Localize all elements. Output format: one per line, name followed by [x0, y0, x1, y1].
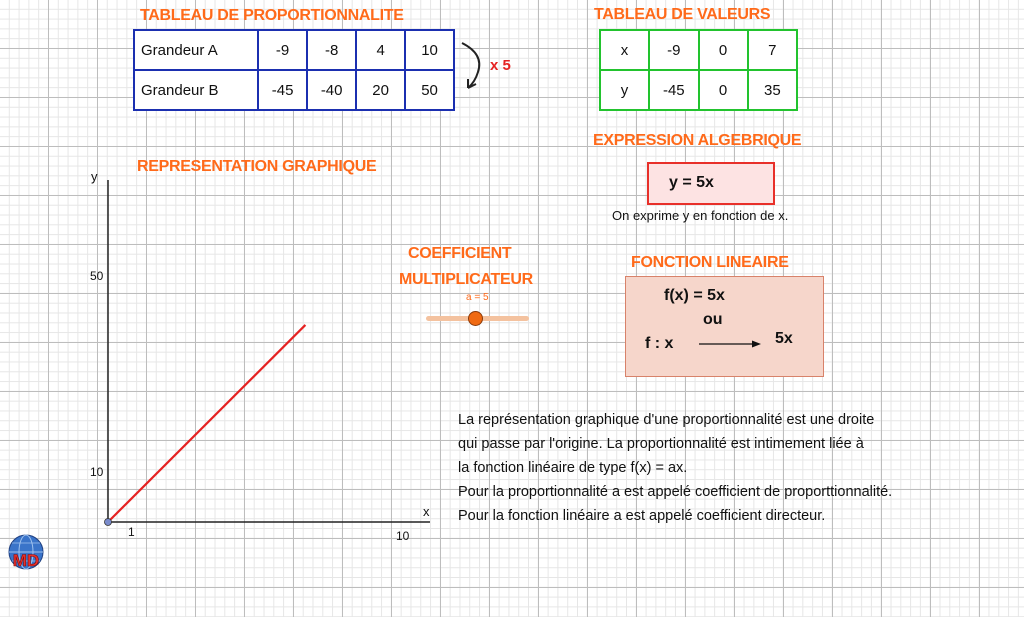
expression-box — [647, 162, 775, 205]
origin-point[interactable] — [105, 519, 112, 526]
y-tick-label: 50 — [90, 269, 104, 283]
y-axis-label: y — [91, 169, 98, 184]
title-tableau-valeurs: TABLEAU DE VALEURS — [594, 6, 771, 23]
title-coefficient: COEFFICIENT — [408, 245, 512, 262]
title-multiplicateur: MULTIPLICATEUR — [399, 271, 533, 288]
paragraph-line: qui passe par l'origine. La proportionnalité est intimement liée à — [458, 436, 864, 452]
fonction-5x: 5x — [775, 330, 793, 347]
x-tick-label: 1 — [128, 525, 135, 539]
table-cell: -45 — [258, 70, 307, 110]
row-label-x: x — [600, 30, 649, 70]
table-cell: -40 — [307, 70, 356, 110]
paragraph-line: Pour la fonction linéaire a est appelé coefficient directeur. — [458, 508, 826, 524]
table-cell: 10 — [405, 30, 454, 70]
graph-area — [0, 0, 460, 550]
table-cell: 50 — [405, 70, 454, 110]
paragraph-line: la fonction linéaire de type f(x) = ax. — [458, 460, 688, 476]
table-row — [600, 30, 797, 70]
function-line[interactable] — [108, 325, 305, 522]
values-table — [599, 29, 798, 111]
row-label-y: y — [600, 70, 649, 110]
fonction-expression: f(x) = 5x — [664, 287, 725, 304]
table-cell: -9 — [258, 30, 307, 70]
table-cell: 7 — [748, 30, 797, 70]
row-label-grandeur-b: Grandeur B — [134, 70, 258, 110]
coefficient-slider-handle[interactable] — [468, 311, 483, 326]
table-cell: 4 — [356, 30, 405, 70]
expression-caption: On exprime y en fonction de x. — [612, 208, 789, 223]
title-fonction-lineaire: FONCTION LINEAIRE — [631, 254, 789, 271]
table-cell: -45 — [649, 70, 698, 110]
multiplier-label: x 5 — [490, 57, 511, 74]
table-row — [600, 70, 797, 110]
x-tick-label: 10 — [396, 529, 410, 543]
maps-to-arrow-icon — [699, 339, 763, 349]
md-globe-logo[interactable] — [7, 533, 45, 571]
table-cell: -9 — [649, 30, 698, 70]
row-label-grandeur-a: Grandeur A — [134, 30, 258, 70]
table-cell: 35 — [748, 70, 797, 110]
title-tableau-proportionnalite: TABLEAU DE PROPORTIONNALITE — [140, 7, 404, 24]
x-axis-label: x — [423, 504, 430, 519]
table-cell: 20 — [356, 70, 405, 110]
title-representation-graphique: REPRESENTATION GRAPHIQUE — [137, 158, 377, 175]
slider-value-label: a = 5 — [466, 292, 489, 303]
y-tick-label: 10 — [90, 465, 104, 479]
paragraph-line: La représentation graphique d'une proportionnalité est une droite — [458, 412, 875, 428]
paragraph-line: Pour la proportionnalité a est appelé coefficient de proporttionnalité. — [458, 484, 893, 500]
explanation-paragraph — [458, 408, 892, 528]
fonction-f-x: f : x — [645, 335, 674, 352]
multiplier-arrow-icon — [458, 40, 488, 92]
table-cell: 0 — [699, 70, 748, 110]
logo-text: MD — [12, 551, 40, 570]
expression-formula: y = 5x — [669, 174, 714, 191]
table-cell: 0 — [699, 30, 748, 70]
title-expression-algebrique: EXPRESSION ALGEBRIQUE — [593, 132, 802, 149]
fonction-ou: ou — [703, 311, 723, 328]
table-cell: -8 — [307, 30, 356, 70]
fonction-lineaire-box — [625, 276, 824, 377]
